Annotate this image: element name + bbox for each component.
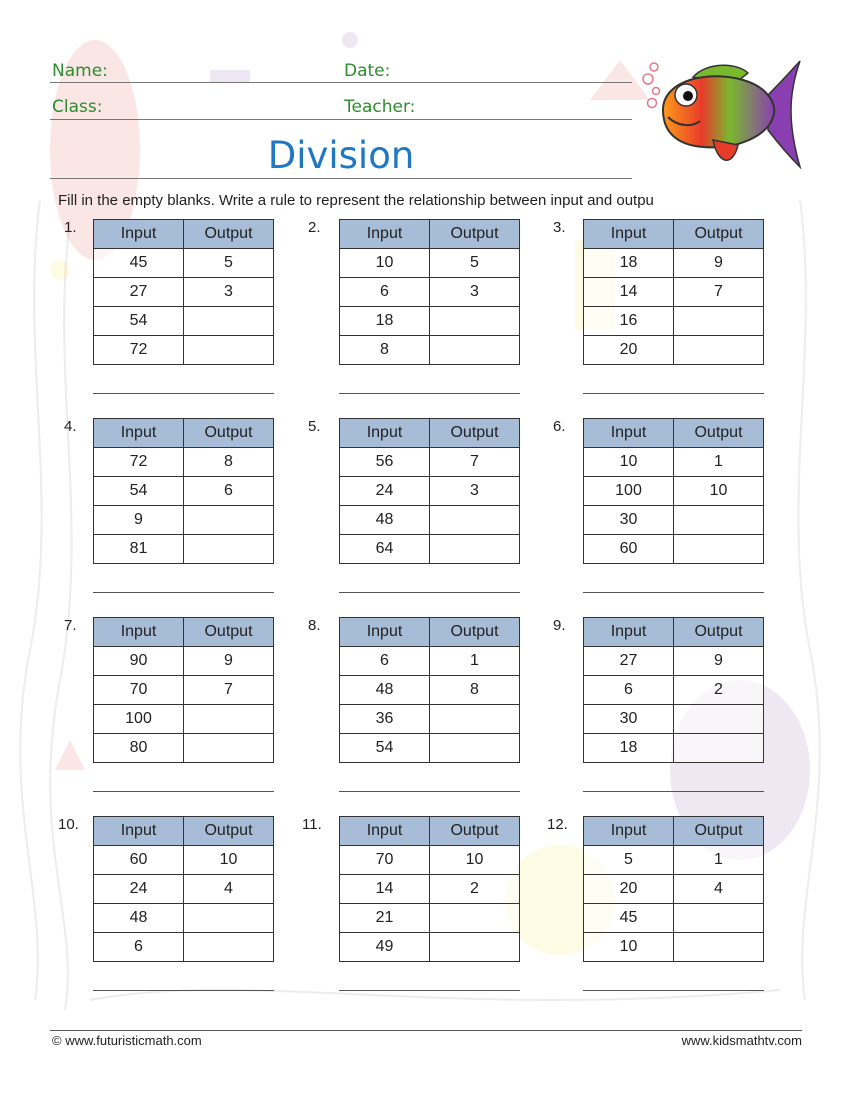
table-row bbox=[94, 506, 274, 535]
table-row bbox=[340, 705, 520, 734]
answer-blank-cell[interactable] bbox=[184, 307, 274, 336]
table-row bbox=[340, 933, 520, 962]
answer-blank-cell[interactable] bbox=[674, 933, 764, 962]
table-row bbox=[94, 933, 274, 962]
rule-answer-line[interactable] bbox=[93, 592, 274, 593]
output-cell: 9 bbox=[674, 647, 764, 676]
input-column-header: Input bbox=[340, 618, 430, 647]
class-teacher-line bbox=[50, 119, 632, 120]
rule-answer-line[interactable] bbox=[583, 592, 764, 593]
table-row bbox=[584, 904, 764, 933]
input-cell: 90 bbox=[94, 647, 184, 676]
answer-blank-cell[interactable] bbox=[430, 336, 520, 365]
answer-blank-cell[interactable] bbox=[184, 904, 274, 933]
output-column-header: Output bbox=[184, 817, 274, 846]
output-column-header: Output bbox=[430, 419, 520, 448]
title-underline bbox=[50, 178, 632, 179]
input-cell: 30 bbox=[584, 506, 674, 535]
answer-blank-cell[interactable] bbox=[430, 705, 520, 734]
input-cell: 60 bbox=[584, 535, 674, 564]
problem-number: 10. bbox=[58, 816, 79, 833]
table-row bbox=[584, 933, 764, 962]
output-column-header: Output bbox=[430, 817, 520, 846]
table-row bbox=[340, 336, 520, 365]
output-cell: 9 bbox=[674, 249, 764, 278]
input-cell: 5 bbox=[584, 846, 674, 875]
io-table bbox=[93, 617, 274, 763]
table-row bbox=[584, 506, 764, 535]
problem-number: 12. bbox=[547, 816, 568, 833]
rule-answer-line[interactable] bbox=[93, 791, 274, 792]
rule-answer-line[interactable] bbox=[339, 791, 520, 792]
io-table bbox=[583, 816, 764, 962]
input-cell: 45 bbox=[584, 904, 674, 933]
answer-blank-cell[interactable] bbox=[430, 506, 520, 535]
input-column-header: Input bbox=[94, 618, 184, 647]
output-column-header: Output bbox=[674, 817, 764, 846]
answer-blank-cell[interactable] bbox=[430, 535, 520, 564]
table-row bbox=[340, 676, 520, 705]
answer-blank-cell[interactable] bbox=[184, 535, 274, 564]
input-column-header: Input bbox=[94, 220, 184, 249]
output-cell: 1 bbox=[674, 448, 764, 477]
class-label: Class: bbox=[52, 97, 103, 117]
table-row bbox=[94, 647, 274, 676]
output-cell: 4 bbox=[184, 875, 274, 904]
input-cell: 60 bbox=[94, 846, 184, 875]
table-row bbox=[340, 307, 520, 336]
input-cell: 18 bbox=[584, 734, 674, 763]
io-table bbox=[583, 418, 764, 564]
answer-blank-cell[interactable] bbox=[184, 336, 274, 365]
table-row bbox=[584, 535, 764, 564]
input-column-header: Input bbox=[340, 817, 430, 846]
input-cell: 10 bbox=[584, 933, 674, 962]
input-cell: 56 bbox=[340, 448, 430, 477]
table-row bbox=[340, 278, 520, 307]
output-cell: 2 bbox=[430, 875, 520, 904]
answer-blank-cell[interactable] bbox=[184, 933, 274, 962]
io-table bbox=[339, 418, 520, 564]
input-cell: 27 bbox=[584, 647, 674, 676]
input-cell: 48 bbox=[94, 904, 184, 933]
input-cell: 100 bbox=[584, 477, 674, 506]
table-row bbox=[94, 336, 274, 365]
rule-answer-line[interactable] bbox=[339, 393, 520, 394]
output-cell: 3 bbox=[430, 477, 520, 506]
input-cell: 18 bbox=[584, 249, 674, 278]
input-cell: 36 bbox=[340, 705, 430, 734]
io-table bbox=[583, 617, 764, 763]
input-cell: 72 bbox=[94, 336, 184, 365]
output-cell: 7 bbox=[430, 448, 520, 477]
rule-answer-line[interactable] bbox=[339, 592, 520, 593]
output-column-header: Output bbox=[184, 419, 274, 448]
io-table bbox=[93, 219, 274, 365]
table-row bbox=[584, 249, 764, 278]
table-row bbox=[584, 647, 764, 676]
input-cell: 6 bbox=[584, 676, 674, 705]
table-row bbox=[340, 506, 520, 535]
problem-number: 1. bbox=[64, 219, 77, 236]
name-label: Name: bbox=[52, 61, 108, 81]
output-cell: 10 bbox=[674, 477, 764, 506]
input-cell: 49 bbox=[340, 933, 430, 962]
page-title: Division bbox=[267, 134, 415, 177]
input-column-header: Input bbox=[584, 618, 674, 647]
table-row bbox=[340, 448, 520, 477]
input-cell: 20 bbox=[584, 875, 674, 904]
problem-number: 4. bbox=[64, 418, 77, 435]
input-cell: 16 bbox=[584, 307, 674, 336]
table-row bbox=[94, 904, 274, 933]
table-row bbox=[94, 307, 274, 336]
input-cell: 18 bbox=[340, 307, 430, 336]
table-row bbox=[94, 249, 274, 278]
rule-answer-line[interactable] bbox=[583, 393, 764, 394]
input-cell: 45 bbox=[94, 249, 184, 278]
input-column-header: Input bbox=[340, 419, 430, 448]
table-row bbox=[584, 875, 764, 904]
output-cell: 10 bbox=[430, 846, 520, 875]
output-column-header: Output bbox=[674, 220, 764, 249]
table-row bbox=[584, 278, 764, 307]
table-row bbox=[94, 278, 274, 307]
footer-line bbox=[50, 1030, 802, 1031]
input-cell: 27 bbox=[94, 278, 184, 307]
input-column-header: Input bbox=[94, 419, 184, 448]
problem-number: 7. bbox=[64, 617, 77, 634]
output-cell: 2 bbox=[674, 676, 764, 705]
problem-number: 5. bbox=[308, 418, 321, 435]
table-row bbox=[94, 734, 274, 763]
input-cell: 30 bbox=[584, 705, 674, 734]
output-cell: 9 bbox=[184, 647, 274, 676]
rule-answer-line[interactable] bbox=[583, 990, 764, 991]
output-cell: 4 bbox=[674, 875, 764, 904]
input-cell: 10 bbox=[340, 249, 430, 278]
input-cell: 14 bbox=[584, 278, 674, 307]
table-row bbox=[94, 676, 274, 705]
io-table bbox=[339, 617, 520, 763]
output-cell: 3 bbox=[430, 278, 520, 307]
input-cell: 6 bbox=[340, 647, 430, 676]
input-cell: 20 bbox=[584, 336, 674, 365]
output-cell: 5 bbox=[430, 249, 520, 278]
output-column-header: Output bbox=[184, 618, 274, 647]
problem-number: 11. bbox=[302, 816, 322, 833]
io-table bbox=[339, 816, 520, 962]
answer-blank-cell[interactable] bbox=[430, 904, 520, 933]
output-column-header: Output bbox=[430, 220, 520, 249]
input-cell: 8 bbox=[340, 336, 430, 365]
answer-blank-cell[interactable] bbox=[184, 734, 274, 763]
input-column-header: Input bbox=[584, 220, 674, 249]
input-column-header: Input bbox=[94, 817, 184, 846]
input-cell: 54 bbox=[340, 734, 430, 763]
input-cell: 21 bbox=[340, 904, 430, 933]
input-cell: 70 bbox=[340, 846, 430, 875]
fish-illustration bbox=[638, 55, 804, 175]
output-column-header: Output bbox=[430, 618, 520, 647]
input-cell: 48 bbox=[340, 676, 430, 705]
table-row bbox=[340, 477, 520, 506]
table-row bbox=[340, 535, 520, 564]
rule-answer-line[interactable] bbox=[93, 990, 274, 991]
input-cell: 48 bbox=[340, 506, 430, 535]
problem-number: 6. bbox=[553, 418, 566, 435]
input-cell: 80 bbox=[94, 734, 184, 763]
name-date-line bbox=[50, 82, 632, 83]
table-row bbox=[340, 846, 520, 875]
answer-blank-cell[interactable] bbox=[430, 307, 520, 336]
table-row bbox=[584, 448, 764, 477]
table-row bbox=[94, 705, 274, 734]
date-label: Date: bbox=[344, 61, 391, 81]
table-row bbox=[340, 647, 520, 676]
output-column-header: Output bbox=[184, 220, 274, 249]
table-row bbox=[340, 875, 520, 904]
output-column-header: Output bbox=[674, 419, 764, 448]
io-table bbox=[93, 816, 274, 962]
input-cell: 14 bbox=[340, 875, 430, 904]
table-row bbox=[94, 875, 274, 904]
output-cell: 1 bbox=[674, 846, 764, 875]
answer-blank-cell[interactable] bbox=[184, 705, 274, 734]
table-row bbox=[94, 846, 274, 875]
answer-blank-cell[interactable] bbox=[674, 307, 764, 336]
answer-blank-cell[interactable] bbox=[430, 734, 520, 763]
io-table bbox=[339, 219, 520, 365]
output-cell: 8 bbox=[430, 676, 520, 705]
input-cell: 81 bbox=[94, 535, 184, 564]
table-row bbox=[584, 307, 764, 336]
rule-answer-line[interactable] bbox=[339, 990, 520, 991]
problem-number: 9. bbox=[553, 617, 566, 634]
table-row bbox=[584, 676, 764, 705]
input-cell: 100 bbox=[94, 705, 184, 734]
problem-number: 2. bbox=[308, 219, 321, 236]
table-row bbox=[584, 846, 764, 875]
table-row bbox=[340, 734, 520, 763]
input-cell: 24 bbox=[340, 477, 430, 506]
teacher-label: Teacher: bbox=[344, 97, 416, 117]
input-cell: 54 bbox=[94, 477, 184, 506]
input-column-header: Input bbox=[584, 817, 674, 846]
table-row bbox=[584, 477, 764, 506]
answer-blank-cell[interactable] bbox=[674, 506, 764, 535]
io-table bbox=[93, 418, 274, 564]
answer-blank-cell[interactable] bbox=[674, 904, 764, 933]
io-table bbox=[583, 219, 764, 365]
input-cell: 9 bbox=[94, 506, 184, 535]
answer-blank-cell[interactable] bbox=[674, 734, 764, 763]
output-cell: 7 bbox=[184, 676, 274, 705]
input-cell: 10 bbox=[584, 448, 674, 477]
answer-blank-cell[interactable] bbox=[674, 705, 764, 734]
table-row bbox=[94, 477, 274, 506]
output-cell: 10 bbox=[184, 846, 274, 875]
footer-right-credit: www.kidsmathtv.com bbox=[681, 1033, 802, 1048]
output-cell: 7 bbox=[674, 278, 764, 307]
answer-blank-cell[interactable] bbox=[674, 336, 764, 365]
input-cell: 72 bbox=[94, 448, 184, 477]
output-cell: 1 bbox=[430, 647, 520, 676]
answer-blank-cell[interactable] bbox=[674, 535, 764, 564]
input-cell: 64 bbox=[340, 535, 430, 564]
input-cell: 54 bbox=[94, 307, 184, 336]
table-row bbox=[584, 734, 764, 763]
output-column-header: Output bbox=[674, 618, 764, 647]
instructions: Fill in the empty blanks. Write a rule to represent the relationship between input and outpu bbox=[58, 192, 654, 209]
rule-answer-line[interactable] bbox=[93, 393, 274, 394]
table-row bbox=[340, 904, 520, 933]
table-row bbox=[94, 535, 274, 564]
output-cell: 3 bbox=[184, 278, 274, 307]
table-row bbox=[340, 249, 520, 278]
table-row bbox=[584, 705, 764, 734]
problem-number: 8. bbox=[308, 617, 321, 634]
problem-number: 3. bbox=[553, 219, 566, 236]
input-column-header: Input bbox=[340, 220, 430, 249]
input-cell: 6 bbox=[94, 933, 184, 962]
output-cell: 5 bbox=[184, 249, 274, 278]
input-column-header: Input bbox=[584, 419, 674, 448]
rule-answer-line[interactable] bbox=[583, 791, 764, 792]
answer-blank-cell[interactable] bbox=[430, 933, 520, 962]
output-cell: 8 bbox=[184, 448, 274, 477]
answer-blank-cell[interactable] bbox=[184, 506, 274, 535]
table-row bbox=[584, 336, 764, 365]
input-cell: 24 bbox=[94, 875, 184, 904]
input-cell: 6 bbox=[340, 278, 430, 307]
table-row bbox=[94, 448, 274, 477]
footer-left-credit: © www.futuristicmath.com bbox=[52, 1033, 202, 1048]
output-cell: 6 bbox=[184, 477, 274, 506]
input-cell: 70 bbox=[94, 676, 184, 705]
